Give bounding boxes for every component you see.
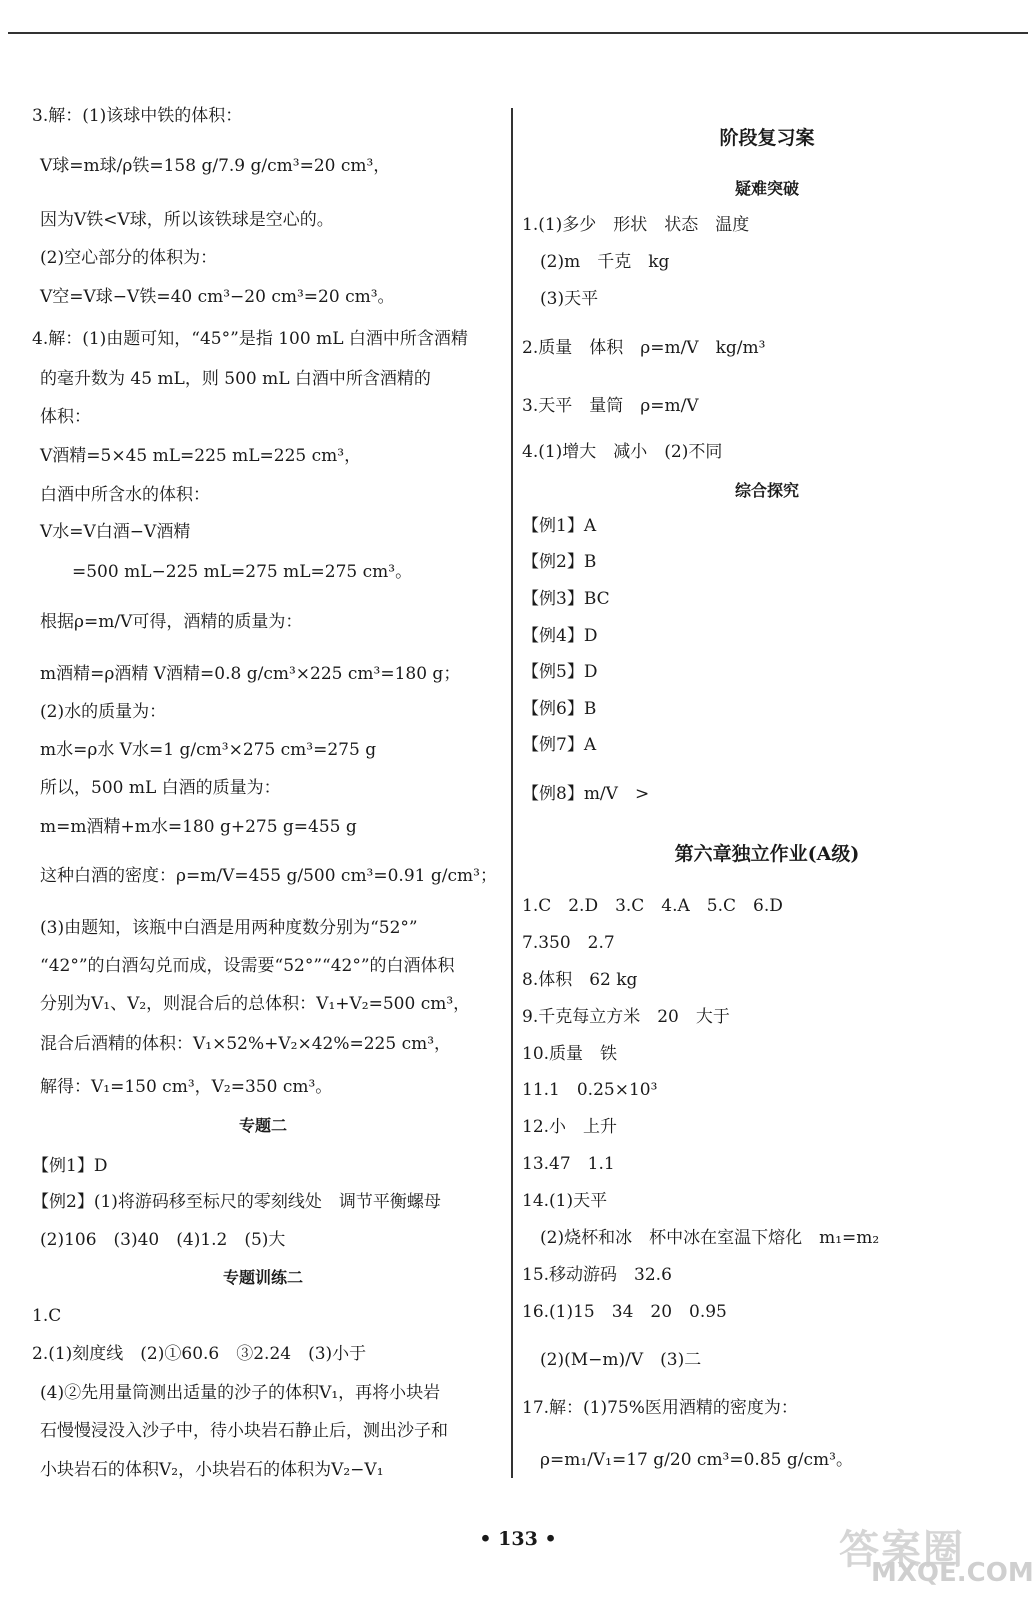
formula-line: V球=m球/ρ铁=158 g/7.9 g/cm³=20 cm³， <box>40 156 391 176</box>
text-line: (3)由题知，该瓶中白酒是用两种度数分别为“52°” <box>40 918 418 938</box>
text-line: 混合后酒精的体积：V₁×52%+V₂×42%=225 cm³， <box>40 1034 452 1054</box>
text-line: 因为V铁<V球，所以该铁球是空心的。 <box>40 210 334 230</box>
formula-line: m酒精=ρ酒精 V酒精=0.8 g/cm³×225 cm³=180 g； <box>40 664 461 684</box>
section-heading: 疑难突破 <box>734 179 799 198</box>
watermark <box>839 1518 1034 1592</box>
text-line: 体积： <box>40 407 91 427</box>
text-line: 【例5】D <box>522 662 598 682</box>
section-heading: 综合探究 <box>734 481 799 500</box>
text-line: 【例2】B <box>522 552 597 572</box>
watermark-url: MXQE.COM <box>871 1558 1034 1588</box>
text-line: 小块岩石的体积V₂，小块岩石的体积为V₂−V₁ <box>40 1460 384 1480</box>
text-line: 【例4】D <box>522 626 598 646</box>
text-line: 解得：V₁=150 cm³，V₂=350 cm³。 <box>40 1077 333 1097</box>
text-line: (2)(M−m)/V (3)二 <box>540 1350 702 1370</box>
text-line: 【例1】A <box>522 516 597 536</box>
text-line: 1.C <box>32 1306 62 1326</box>
text-line: (2)106 (3)40 (4)1.2 (5)大 <box>40 1230 286 1250</box>
text-line: 分别为V₁、V₂，则混合后的总体积：V₁+V₂=500 cm³， <box>40 994 471 1014</box>
formula-line: m水=ρ水 V水=1 g/cm³×275 cm³=275 g <box>40 740 377 760</box>
text-line: 所以，500 mL 白酒的质量为： <box>40 778 281 798</box>
text-line: 【例2】(1)将游码移至标尺的零刻线处 调节平衡螺母 <box>32 1192 441 1212</box>
text-line: 17.解：(1)75%医用酒精的密度为： <box>522 1398 798 1418</box>
text-line: 【例7】A <box>522 735 597 755</box>
text-line: 14.(1)天平 <box>522 1191 608 1211</box>
formula-line: =500 mL−225 mL=275 mL=275 cm³。 <box>72 562 413 582</box>
text-line: (3)天平 <box>540 289 599 309</box>
text-line: 【例8】m/V > <box>522 784 650 804</box>
text-line: (2)m 千克 kg <box>540 252 670 272</box>
text-line: 7.350 2.7 <box>522 933 615 953</box>
text-line: 12.小 上升 <box>522 1117 618 1137</box>
text-line: 4.解：(1)由题可知，“45°”是指 100 mL 白酒中所含酒精 <box>32 329 468 349</box>
text-line: 8.体积 62 kg <box>522 970 638 990</box>
section-heading: 专题二 <box>238 1116 287 1135</box>
text-line: 白酒中所含水的体积： <box>40 485 210 505</box>
text-line: 10.质量 铁 <box>522 1044 618 1064</box>
text-line: (2)烧杯和冰 杯中冰在室温下熔化 m₁=m₂ <box>540 1228 880 1248</box>
text-line: 【例3】BC <box>522 589 610 609</box>
text-line: (2)水的质量为： <box>40 702 167 722</box>
text-line: 根据ρ=m/V可得，酒精的质量为： <box>40 612 303 632</box>
text-line: 3.天平 量筒 ρ=m/V <box>522 396 699 416</box>
text-line: 4.(1)增大 减小 (2)不同 <box>522 442 723 462</box>
formula-line: 这种白酒的密度：ρ=m/V=455 g/500 cm³=0.91 g/cm³； <box>40 866 497 886</box>
text-line: 16.(1)15 34 20 0.95 <box>522 1302 727 1322</box>
formula-line: m=m酒精+m水=180 g+275 g=455 g <box>40 817 357 837</box>
text-line: (2)空心部分的体积为： <box>40 248 218 268</box>
text-line: 【例1】D <box>32 1156 108 1176</box>
text-line: 15.移动游码 32.6 <box>522 1265 672 1285</box>
formula-line: ρ=m₁/V₁=17 g/20 cm³=0.85 g/cm³。 <box>540 1450 853 1470</box>
top-rule <box>8 32 1028 34</box>
section-title: 阶段复习案 <box>719 127 815 149</box>
formula-line: V酒精=5×45 mL=225 mL=225 cm³， <box>40 446 362 466</box>
text-line: 石慢慢浸没入沙子中，待小块岩石静止后，测出沙子和 <box>40 1421 448 1441</box>
column-divider <box>511 108 513 1478</box>
text-line: 1.(1)多少 形状 状态 温度 <box>522 215 750 235</box>
text-line: 1.C 2.D 3.C 4.A 5.C 6.D <box>522 896 783 916</box>
text-line: 3.解：(1)该球中铁的体积： <box>32 106 243 126</box>
page-number: • 133 • <box>479 1528 557 1550</box>
watermark-logo: 答案圈 <box>839 1526 965 1573</box>
formula-line: V水=V白酒−V酒精 <box>40 522 191 542</box>
text-line: (4)②先用量筒测出适量的沙子的体积V₁，再将小块岩 <box>40 1383 441 1403</box>
text-line: 2.质量 体积 ρ=m/V kg/m³ <box>522 338 766 358</box>
section-heading: 专题训练二 <box>222 1268 303 1287</box>
text-line: 的毫升数为 45 mL，则 500 mL 白酒中所含酒精的 <box>40 369 431 389</box>
text-line: 13.47 1.1 <box>522 1154 615 1174</box>
text-line: 【例6】B <box>522 699 597 719</box>
section-title: 第六章独立作业(A级) <box>674 843 860 865</box>
formula-line: V空=V球−V铁=40 cm³−20 cm³=20 cm³。 <box>40 287 395 307</box>
text-line: “42°”的白酒勾兑而成，设需要“52°”“42°”的白酒体积 <box>40 956 455 976</box>
text-line: 9.千克每立方米 20 大于 <box>522 1007 730 1027</box>
text-line: 2.(1)刻度线 (2)①60.6 ③2.24 (3)小于 <box>32 1344 367 1364</box>
text-line: 11.1 0.25×10³ <box>522 1080 658 1100</box>
